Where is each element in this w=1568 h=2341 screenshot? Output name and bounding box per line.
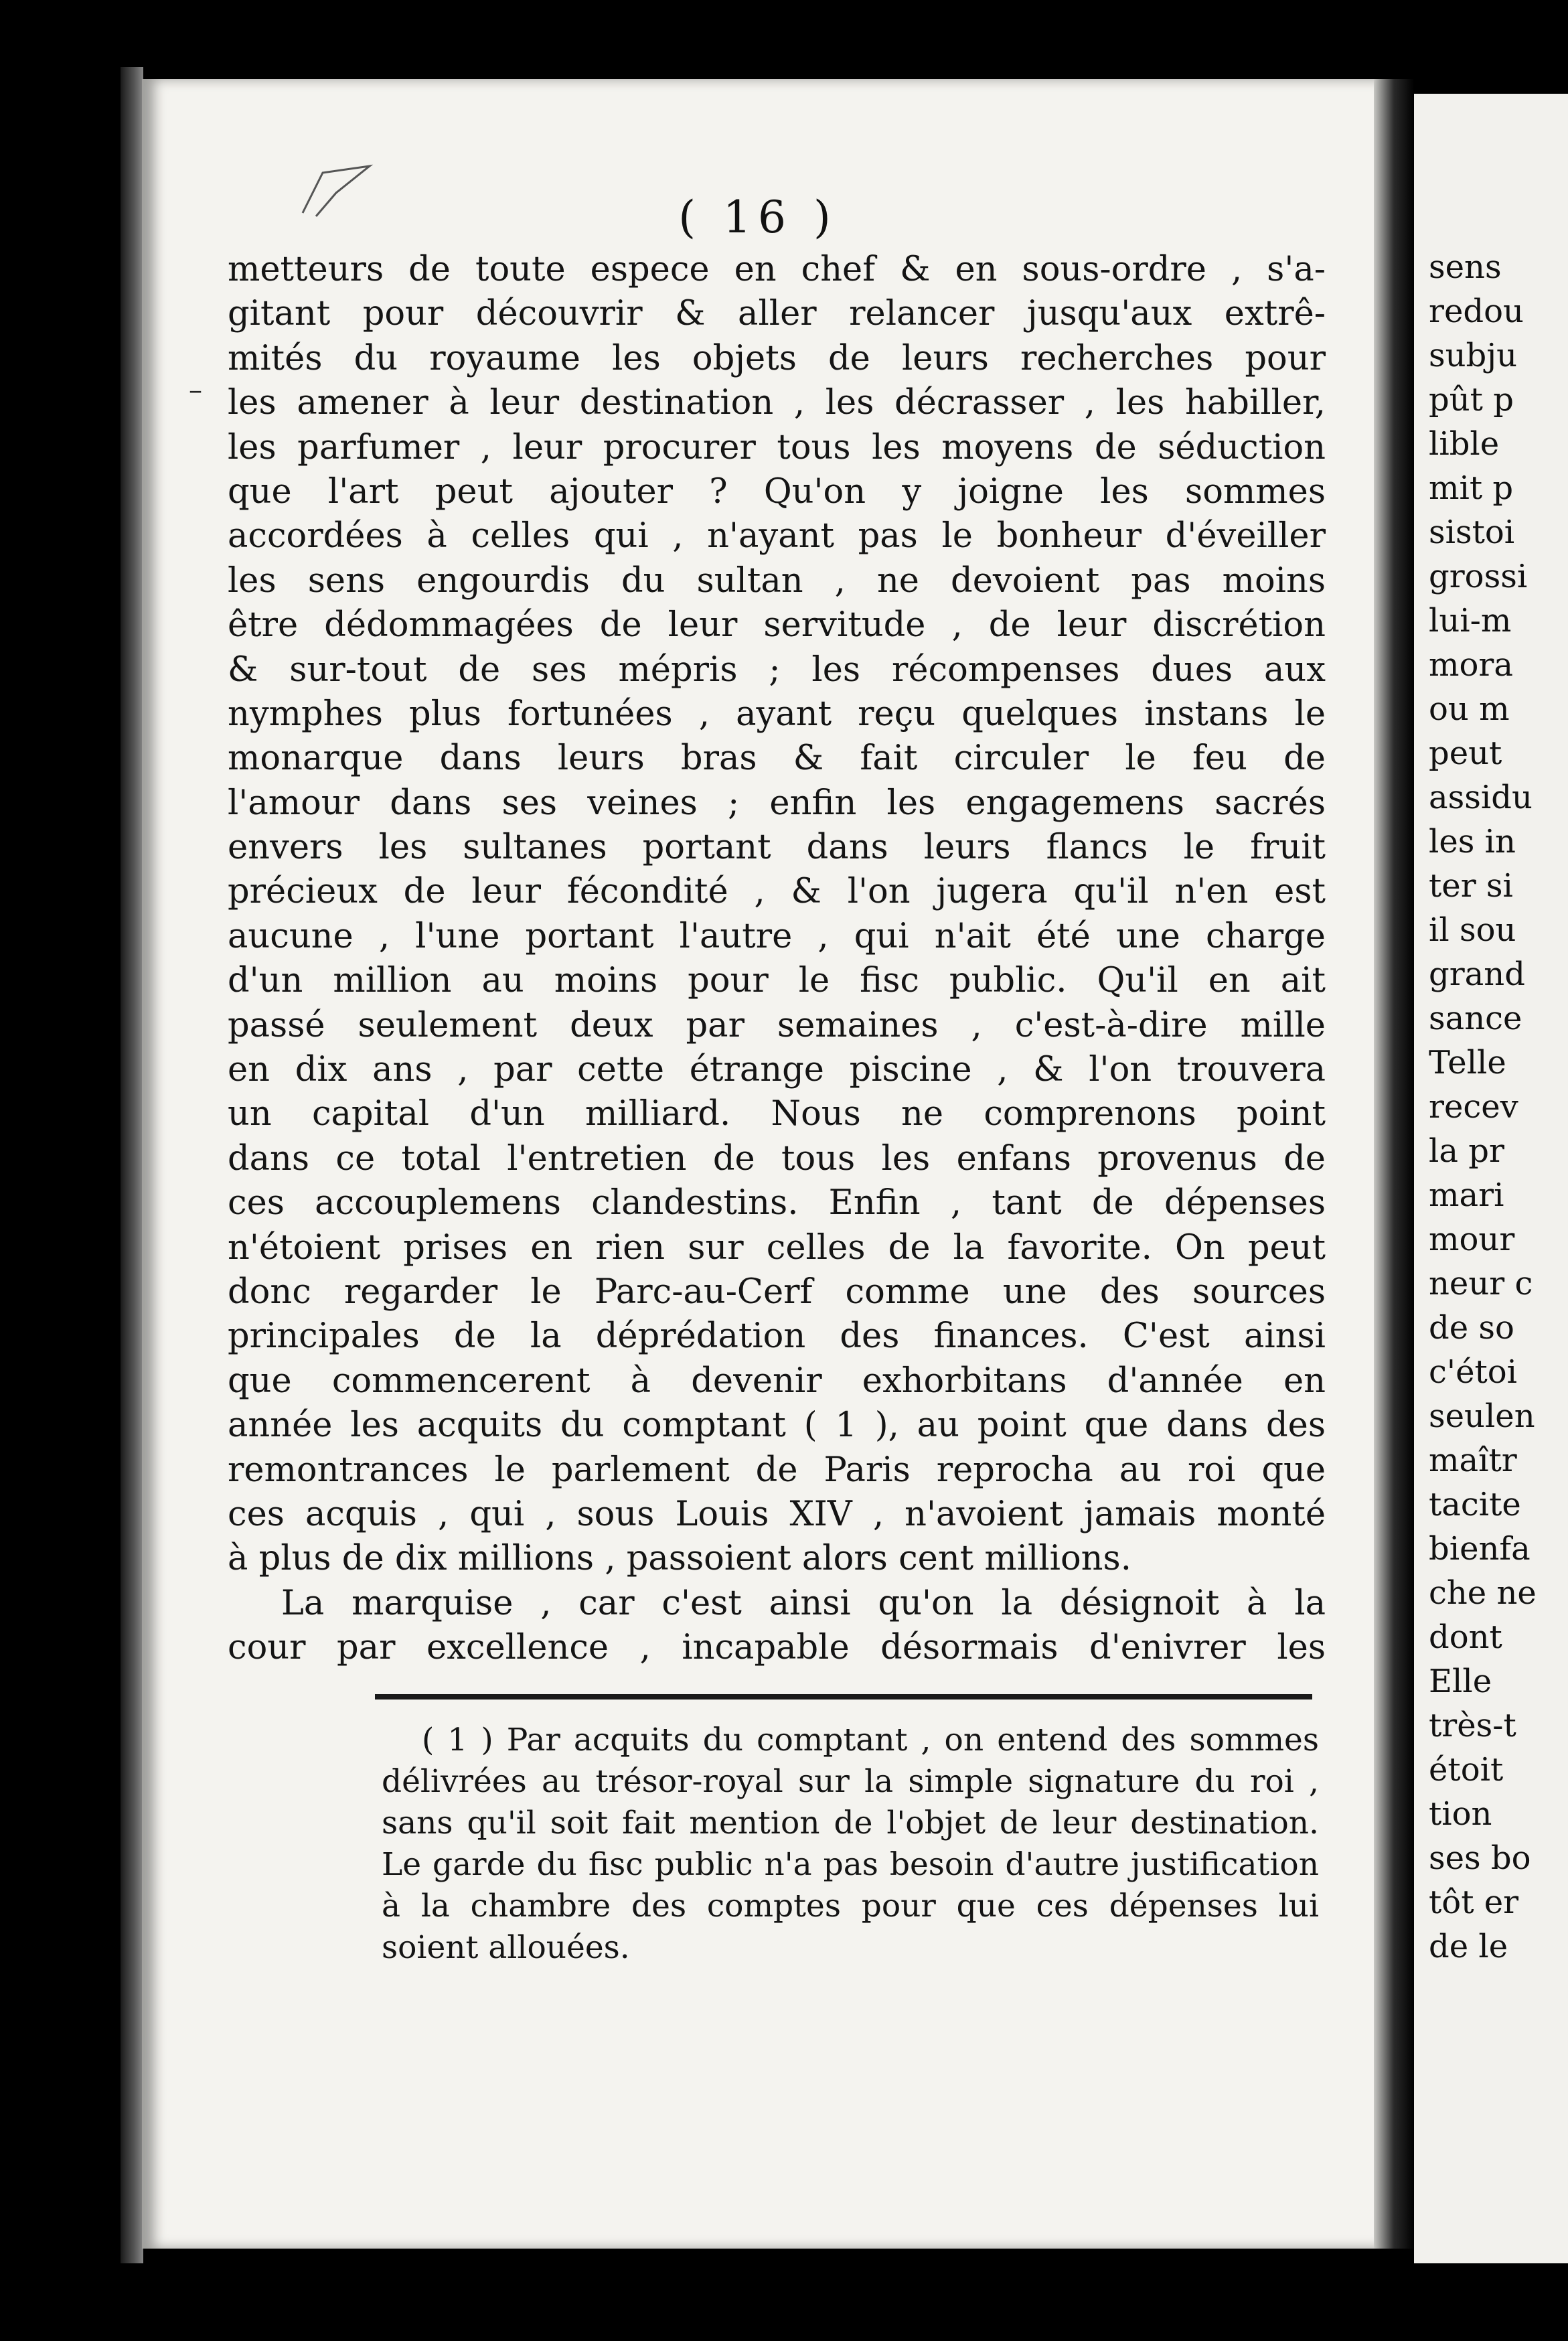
right-page-line: grand <box>1429 956 1525 993</box>
text-line: précieux de leur fécondité , & l'on jugera qu'il n'en est <box>228 872 1326 912</box>
text-line: en dix ans , par cette étrange piscine , & l'on trouvera <box>228 1050 1326 1090</box>
page-number: ( 16 ) <box>678 192 838 243</box>
right-page-line: tacite <box>1429 1486 1521 1523</box>
right-page-line: étoit <box>1429 1751 1504 1789</box>
right-page-line: sistoi <box>1429 514 1515 551</box>
text-line: principales de la déprédation des finances. C'est ainsi <box>228 1316 1326 1357</box>
right-page-line: ses bo <box>1429 1839 1531 1877</box>
footnote-line: délivrées au trésor-royal sur la simple signature du roi , <box>382 1763 1319 1800</box>
right-page-line: ter si <box>1429 867 1513 905</box>
right-page-line: de so <box>1429 1309 1514 1347</box>
right-page-line: lible <box>1429 425 1500 463</box>
text-line: que commencerent à devenir exhorbitans d'année en <box>228 1361 1326 1401</box>
right-page-line: redou <box>1429 293 1524 330</box>
right-page-line: Elle <box>1429 1663 1492 1700</box>
text-line: ces acquis , qui , sous Louis XIV , n'avoient jamais monté <box>228 1494 1326 1534</box>
right-page-line: maîtr <box>1429 1442 1517 1479</box>
right-page-line: dont <box>1429 1618 1502 1656</box>
text-line: monarque dans leurs bras & fait circuler le feu de <box>228 739 1326 779</box>
right-page-line: Telle <box>1429 1044 1506 1081</box>
text-line: cour par excellence , incapable désormais d'enivrer les <box>228 1628 1326 1668</box>
text-line: donc regarder le Parc-au-Cerf comme une des sources <box>228 1272 1326 1312</box>
footnote-line: Le garde du fisc public n'a pas besoin d'autre justification <box>382 1846 1319 1883</box>
right-page-line: tôt er <box>1429 1884 1519 1921</box>
text-line: n'étoient prises en rien sur celles de la favorite. On peut <box>228 1227 1326 1268</box>
text-line: être dédommagées de leur servitude , de leur discrétion <box>228 605 1326 646</box>
right-page-line: ou m <box>1429 690 1510 728</box>
text-line: & sur-tout de ses mépris ; les récompenses dues aux <box>228 650 1326 690</box>
right-page-line: assidu <box>1429 779 1533 816</box>
text-line: metteurs de toute espece en chef & en sous-ordre , s'a- <box>228 250 1326 289</box>
right-page-line: grossi <box>1429 558 1528 595</box>
book-spine-edge <box>121 67 143 2263</box>
text-line: que l'art peut ajouter ? Qu'on y joigne les sommes <box>228 471 1326 512</box>
text-line: envers les sultanes portant dans leurs flancs le fruit <box>228 828 1326 868</box>
text-line: à plus de dix millions , passoient alors cent millions. <box>228 1539 1131 1579</box>
right-page-line: recev <box>1429 1088 1518 1126</box>
right-page-line: seulen <box>1429 1398 1535 1435</box>
right-page-line: mit p <box>1429 469 1514 507</box>
text-line: La marquise , car c'est ainsi qu'on la désignoit à la <box>281 1583 1326 1623</box>
text-line: un capital d'un milliard. Nous ne comprenons point <box>228 1094 1326 1134</box>
footnote-line: à la chambre des comptes pour que ces dépenses lui <box>382 1888 1319 1924</box>
footnote-block <box>382 1720 1319 1969</box>
right-page-line: sance <box>1429 1000 1522 1037</box>
right-page-line: mora <box>1429 646 1513 684</box>
right-page-line: bienfa <box>1429 1530 1531 1568</box>
text-line: nymphes plus fortunées , ayant reçu quelques instans le <box>228 694 1326 734</box>
footnote-line: ( 1 ) Par acquits du comptant , on entend des sommes <box>422 1722 1319 1758</box>
right-page-line: tion <box>1429 1795 1492 1833</box>
page-gutter <box>1374 79 1414 2249</box>
right-page-line: très-t <box>1429 1707 1516 1744</box>
text-line: accordées à celles qui , n'ayant pas le bonheur d'éveiller <box>228 516 1326 556</box>
footnote-line: sans qu'il soit fait mention de l'objet de leur destination. <box>382 1805 1319 1841</box>
right-page-line: la pr <box>1429 1132 1504 1170</box>
text-line: mités du royaume les objets de leurs recherches pour <box>228 338 1326 378</box>
text-line: aucune , l'une portant l'autre , qui n'ait été une charge <box>228 916 1326 956</box>
text-line: dans ce total l'entretien de tous les enfans provenus de <box>228 1138 1326 1179</box>
right-page-line: peut <box>1429 735 1502 772</box>
main-text-block <box>228 248 1326 1671</box>
footnote-rule <box>375 1694 1312 1700</box>
text-line: année les acquits du comptant ( 1 ), au point que dans des <box>228 1406 1326 1446</box>
right-page-line: neur c <box>1429 1265 1533 1302</box>
text-line: passé seulement deux par semaines , c'est-à-dire mille <box>228 1005 1326 1045</box>
right-page-line: lui-m <box>1429 602 1512 639</box>
text-line: les parfumer , leur procurer tous les moyens de séduction <box>228 427 1326 467</box>
right-page-line: les in <box>1429 823 1516 860</box>
right-page-line: che ne <box>1429 1574 1537 1612</box>
right-page-line: de le <box>1429 1928 1508 1965</box>
right-page-line: il sou <box>1429 911 1516 949</box>
text-line: d'un million au moins pour le fisc public. Qu'il en ait <box>228 961 1326 1001</box>
text-line: les amener à leur destination , les décrasser , les habiller, <box>228 383 1326 423</box>
margin-dash-mark: – <box>189 375 202 406</box>
footnote-line: soient allouées. <box>382 1929 630 1966</box>
right-page-partial <box>1414 94 1568 2263</box>
right-page-line: mour <box>1429 1221 1515 1258</box>
right-page-line: subju <box>1429 337 1518 374</box>
text-line: les sens engourdis du sultan , ne devoient pas moins <box>228 560 1326 601</box>
text-line: ces accouplemens clandestins. Enfin , tant de dépenses <box>228 1183 1326 1223</box>
right-page-line: mari <box>1429 1177 1504 1214</box>
text-line: l'amour dans ses veines ; enfin les engagemens sacrés <box>228 783 1326 823</box>
text-line: gitant pour découvrir & aller relancer jusqu'aux extrê- <box>228 294 1326 334</box>
right-page-line: sens <box>1429 248 1502 286</box>
right-page-line: c'étoi <box>1429 1353 1518 1391</box>
right-page-line: pût p <box>1429 381 1514 419</box>
text-line: remontrances le parlement de Paris reprocha au roi que <box>228 1450 1326 1490</box>
